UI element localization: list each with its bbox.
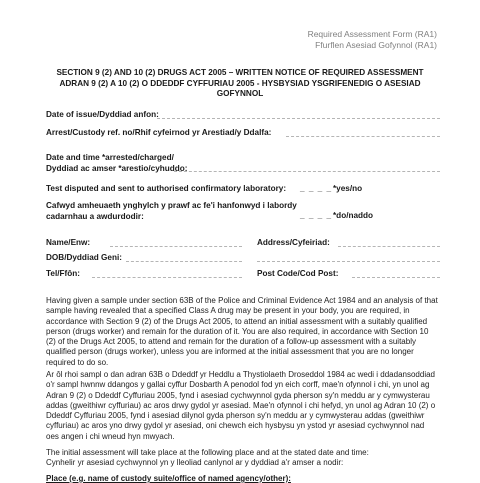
test-disputed-cy-label <box>46 201 297 222</box>
notice-title-en: SECTION 9 (2) AND 10 (2) DRUGS ACT 2005 – WRITTEN NOTICE OF REQUIRED ASSESSMENT <box>56 68 424 77</box>
form-header <box>308 29 437 51</box>
tel-field[interactable] <box>92 277 242 278</box>
date-of-issue-field[interactable] <box>157 118 440 119</box>
test-disputed-cy-blank[interactable]: _ _ _ _ <box>300 211 333 220</box>
tel-label: Tel/Ffôn: <box>46 269 80 278</box>
address-label: Address/Cyfeiriad: <box>257 238 330 247</box>
test-disputed-blank[interactable]: _ _ _ _ <box>300 184 333 193</box>
postcode-label: Post Code/Cod Post: <box>257 269 339 278</box>
postcode-field[interactable] <box>352 277 440 278</box>
date-of-issue-label: Date of issue/Dyddiad anfon: <box>46 110 159 119</box>
date-time-label-en: Date and time *arrested/charged/ <box>46 153 174 162</box>
test-disputed-label: Test disputed and sent to authorised confirmatory laboratory: <box>46 184 287 193</box>
assessment-place-intro: The initial assessment will take place at the following place and at the stated date and time: Cynhelir yr asesiad cychwynnol yn y lleoliad canlynol ar y dyddiad a'r amser a nodir: <box>46 448 369 468</box>
date-time-field[interactable] <box>174 171 440 172</box>
form-title-en: Required Assessment Form (RA1) <box>307 29 437 39</box>
test-disputed-cy-line2: cadarnhau a awdurdodir: <box>46 211 144 221</box>
notice-title <box>40 68 440 100</box>
requirement-paragraph-en: Having given a sample under section 63B of the Police and Criminal Evidence Act 1984 and an analysis of that sample having revealed that a specified Class A drug may be present in your body, you are required, in accordance with Section 9 (2) of the Drugs Act 2005, to attend an initial assessment with a suitably qualified person (drugs worker) and remain for the duration of it. You are also required, in accordance with Section 10 (2) of the Drugs Act 2005, to attend and remain for the duration of a follow-up assessment with a suitably qualified person (drugs worker), unless you are informed at the initial assessment that you are no longer required to do so. <box>46 296 438 367</box>
test-disputed-option: *yes/no <box>333 184 363 193</box>
place-label: Place (e.g. name of custody suite/office of named agency/other): <box>46 474 291 483</box>
test-disputed-cy-line1: Cafwyd amheuaeth ynghylch y prawf ac fe'i hanfonwyd i labordy <box>46 201 297 210</box>
name-field[interactable] <box>110 246 242 247</box>
notice-title-cy: ADRAN 9 (2) A 10 (2) O DDEDDF CYFFURIAU 2005 - HYSBYSIAD YSGRIFENEDIG O ASESIAD GOFYNNOL <box>59 78 421 98</box>
test-disputed-cy-option: *do/naddo <box>333 211 374 220</box>
requirement-paragraph-cy: Ar ôl rhoi sampl o dan adran 63B o Ddeddf yr Heddlu a Thystiolaeth Droseddol 1984 ac wedi i ddadansoddiad o'r sampl hwnnw ddangos y gallai cyffur Dosbarth A penodol fod yn eich corff, mae'n ofynnol i chi, yn unol ag Adran 9 (2) o Ddeddf Cyffuriau 2005, fynd i asesiad cychwynnol gyda pherson sy'n meddu ar y cymwysterau addas (gweithiwr cyffuriau) ac aros drwy gydol yr asesiad. Mae'n ofynnol i chi hefyd, yn unol ag Adran 10 (2) o Ddeddf Cyffuriau 2005, fynd i asesiad dilynol gyda pherson sy'n meddu ar y cymwysterau addas (gweithiwr cyffuriau) ac aros yno drwy gydol yr asesiad, oni chewch eich hysbysu yn ystod yr asesiad cychwynnol nad oes angen i chi wneud hyn mwyach. <box>46 370 436 441</box>
address-field[interactable] <box>338 246 440 247</box>
dob-label: DOB/Dyddiad Geni: <box>46 253 122 262</box>
name-label: Name/Enw: <box>46 238 91 247</box>
arrest-ref-field[interactable] <box>286 136 440 137</box>
date-time-label-cy: Dyddiad ac amser *arestio/cyhuddo: <box>46 163 188 173</box>
form-title-cy: Ffurflen Asesiad Gofynnol (RA1) <box>315 40 437 50</box>
date-time-label <box>46 153 188 174</box>
arrest-ref-label: Arrest/Custody ref. no/Rhif cyfeirnod yr Arestiad/y Ddalfa: <box>46 128 272 137</box>
dob-field[interactable] <box>126 261 242 262</box>
address-line2-field[interactable] <box>257 261 440 262</box>
